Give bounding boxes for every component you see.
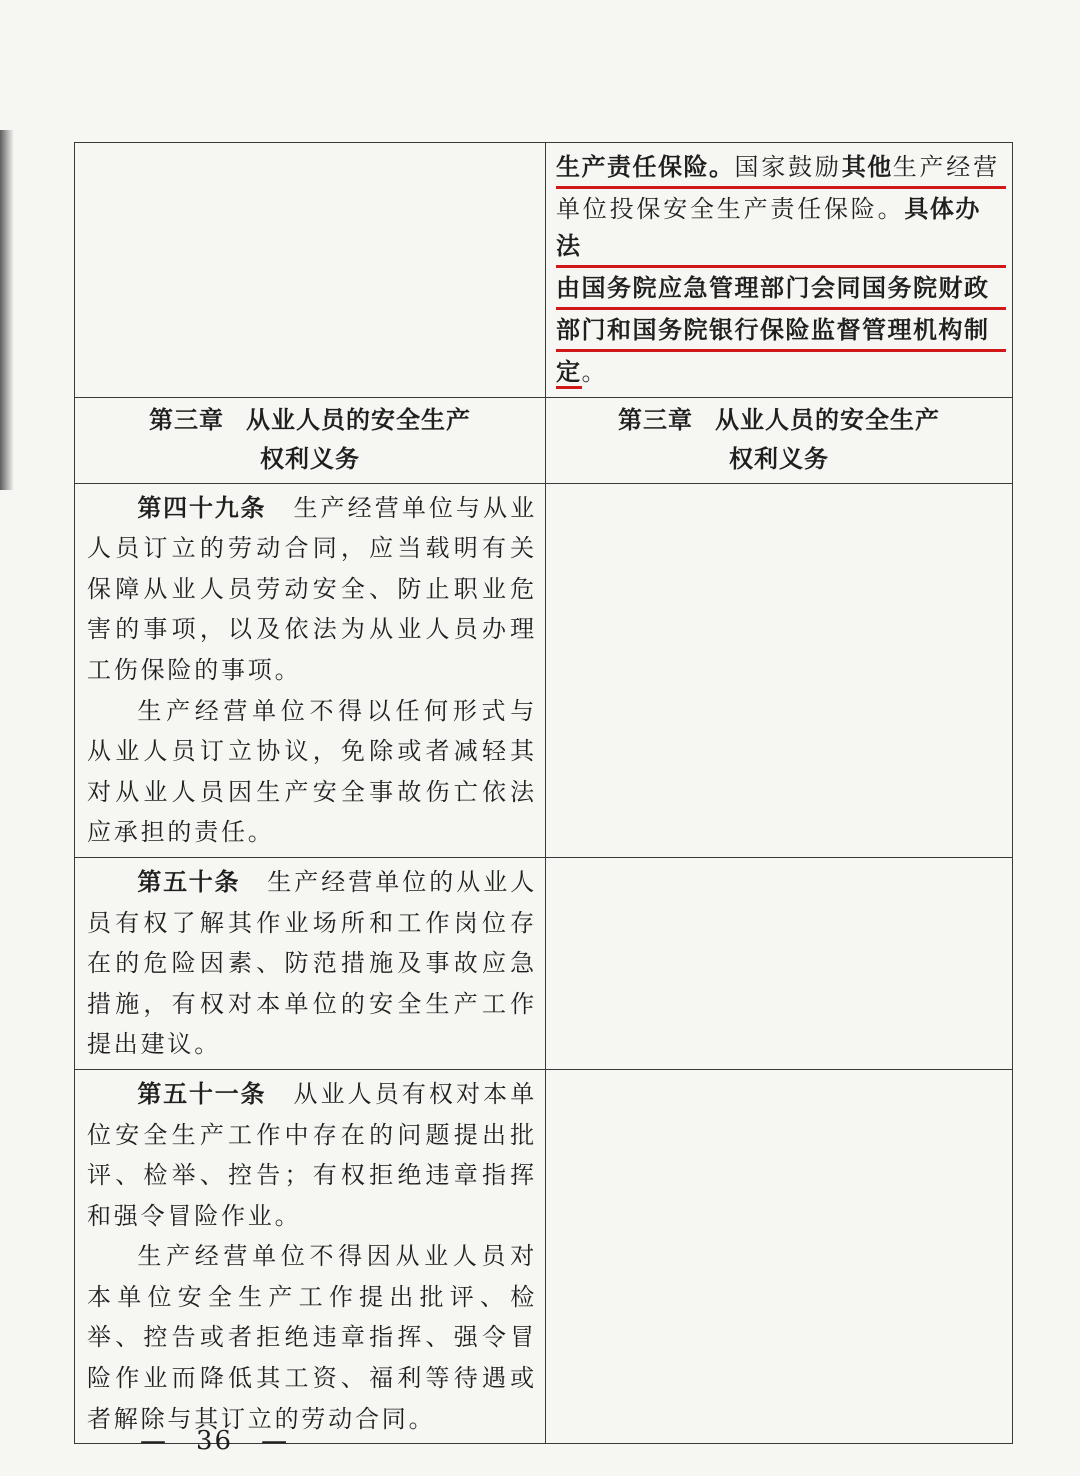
empty-cell: [546, 857, 1013, 1069]
article-paragraph: 第四十九条 生产经营单位与从业人员订立的劳动合同，应当载明有关保障从业人员劳动安全、防止职业危害的事项，以及依法为从业人员办理工伤保险的事项。: [87, 493, 537, 684]
page-number: — 36 —: [140, 1426, 290, 1456]
empty-cell: [546, 1069, 1013, 1443]
table-row: [75, 1069, 1013, 1443]
article-label: 第五十一条: [137, 1079, 267, 1108]
article-49-cell: [75, 483, 546, 857]
binding-shadow: [0, 130, 14, 490]
article-paragraph: 生产经营单位不得以任何形式与从业人员订立协议，免除或者减轻其对从业人员因生产安全事故伤亡依法应承担的责任。: [87, 696, 537, 847]
chapter-heading-right: 第三章 从业人员的安全生产 权利义务: [546, 397, 1013, 483]
table-row: [75, 143, 1013, 398]
highlighted-line: 生产责任保险。国家鼓励其他生产经营: [556, 147, 1006, 189]
highlighted-line-end: 定。: [556, 354, 608, 391]
article-paragraph: 第五十条 生产经营单位的从业人员有权了解其作业场所和工作岗位存在的危险因素、防范措施及事故应急措施，有权对本单位的安全生产工作提出建议。: [87, 867, 538, 1059]
highlighted-line: 部门和国务院银行保险监督管理机构制: [556, 310, 1006, 352]
article-50-cell: [75, 857, 546, 1069]
chapter-row: [75, 397, 1013, 483]
empty-cell: [546, 483, 1013, 857]
old-text-cell: [75, 143, 546, 398]
article-paragraph: 生产经营单位不得因从业人员对本单位安全生产工作提出批评、检举、控告或者拒绝违章指挥、强令冒险作业而降低其工资、福利等待遇或者解除与其订立的劳动合同。: [87, 1242, 537, 1433]
comparison-table: [74, 142, 1013, 1444]
article-paragraph: 第五十一条 从业人员有权对本单位安全生产工作中存在的问题提出批评、检举、控告；有权拒绝违章指挥和强令冒险作业。: [87, 1079, 537, 1230]
article-label: 第五十条: [137, 867, 241, 896]
highlighted-line: 由国务院应急管理部门会同国务院财政: [556, 268, 1006, 310]
chapter-heading-left: 第三章 从业人员的安全生产 权利义务: [75, 397, 546, 483]
highlighted-line: 单位投保安全生产责任保险。具体办法: [556, 189, 1006, 268]
new-text-cell: [546, 143, 1013, 398]
table-row: [75, 857, 1013, 1069]
table-row: [75, 483, 1013, 857]
article-label: 第四十九条: [137, 493, 267, 522]
article-51-cell: [75, 1069, 546, 1443]
